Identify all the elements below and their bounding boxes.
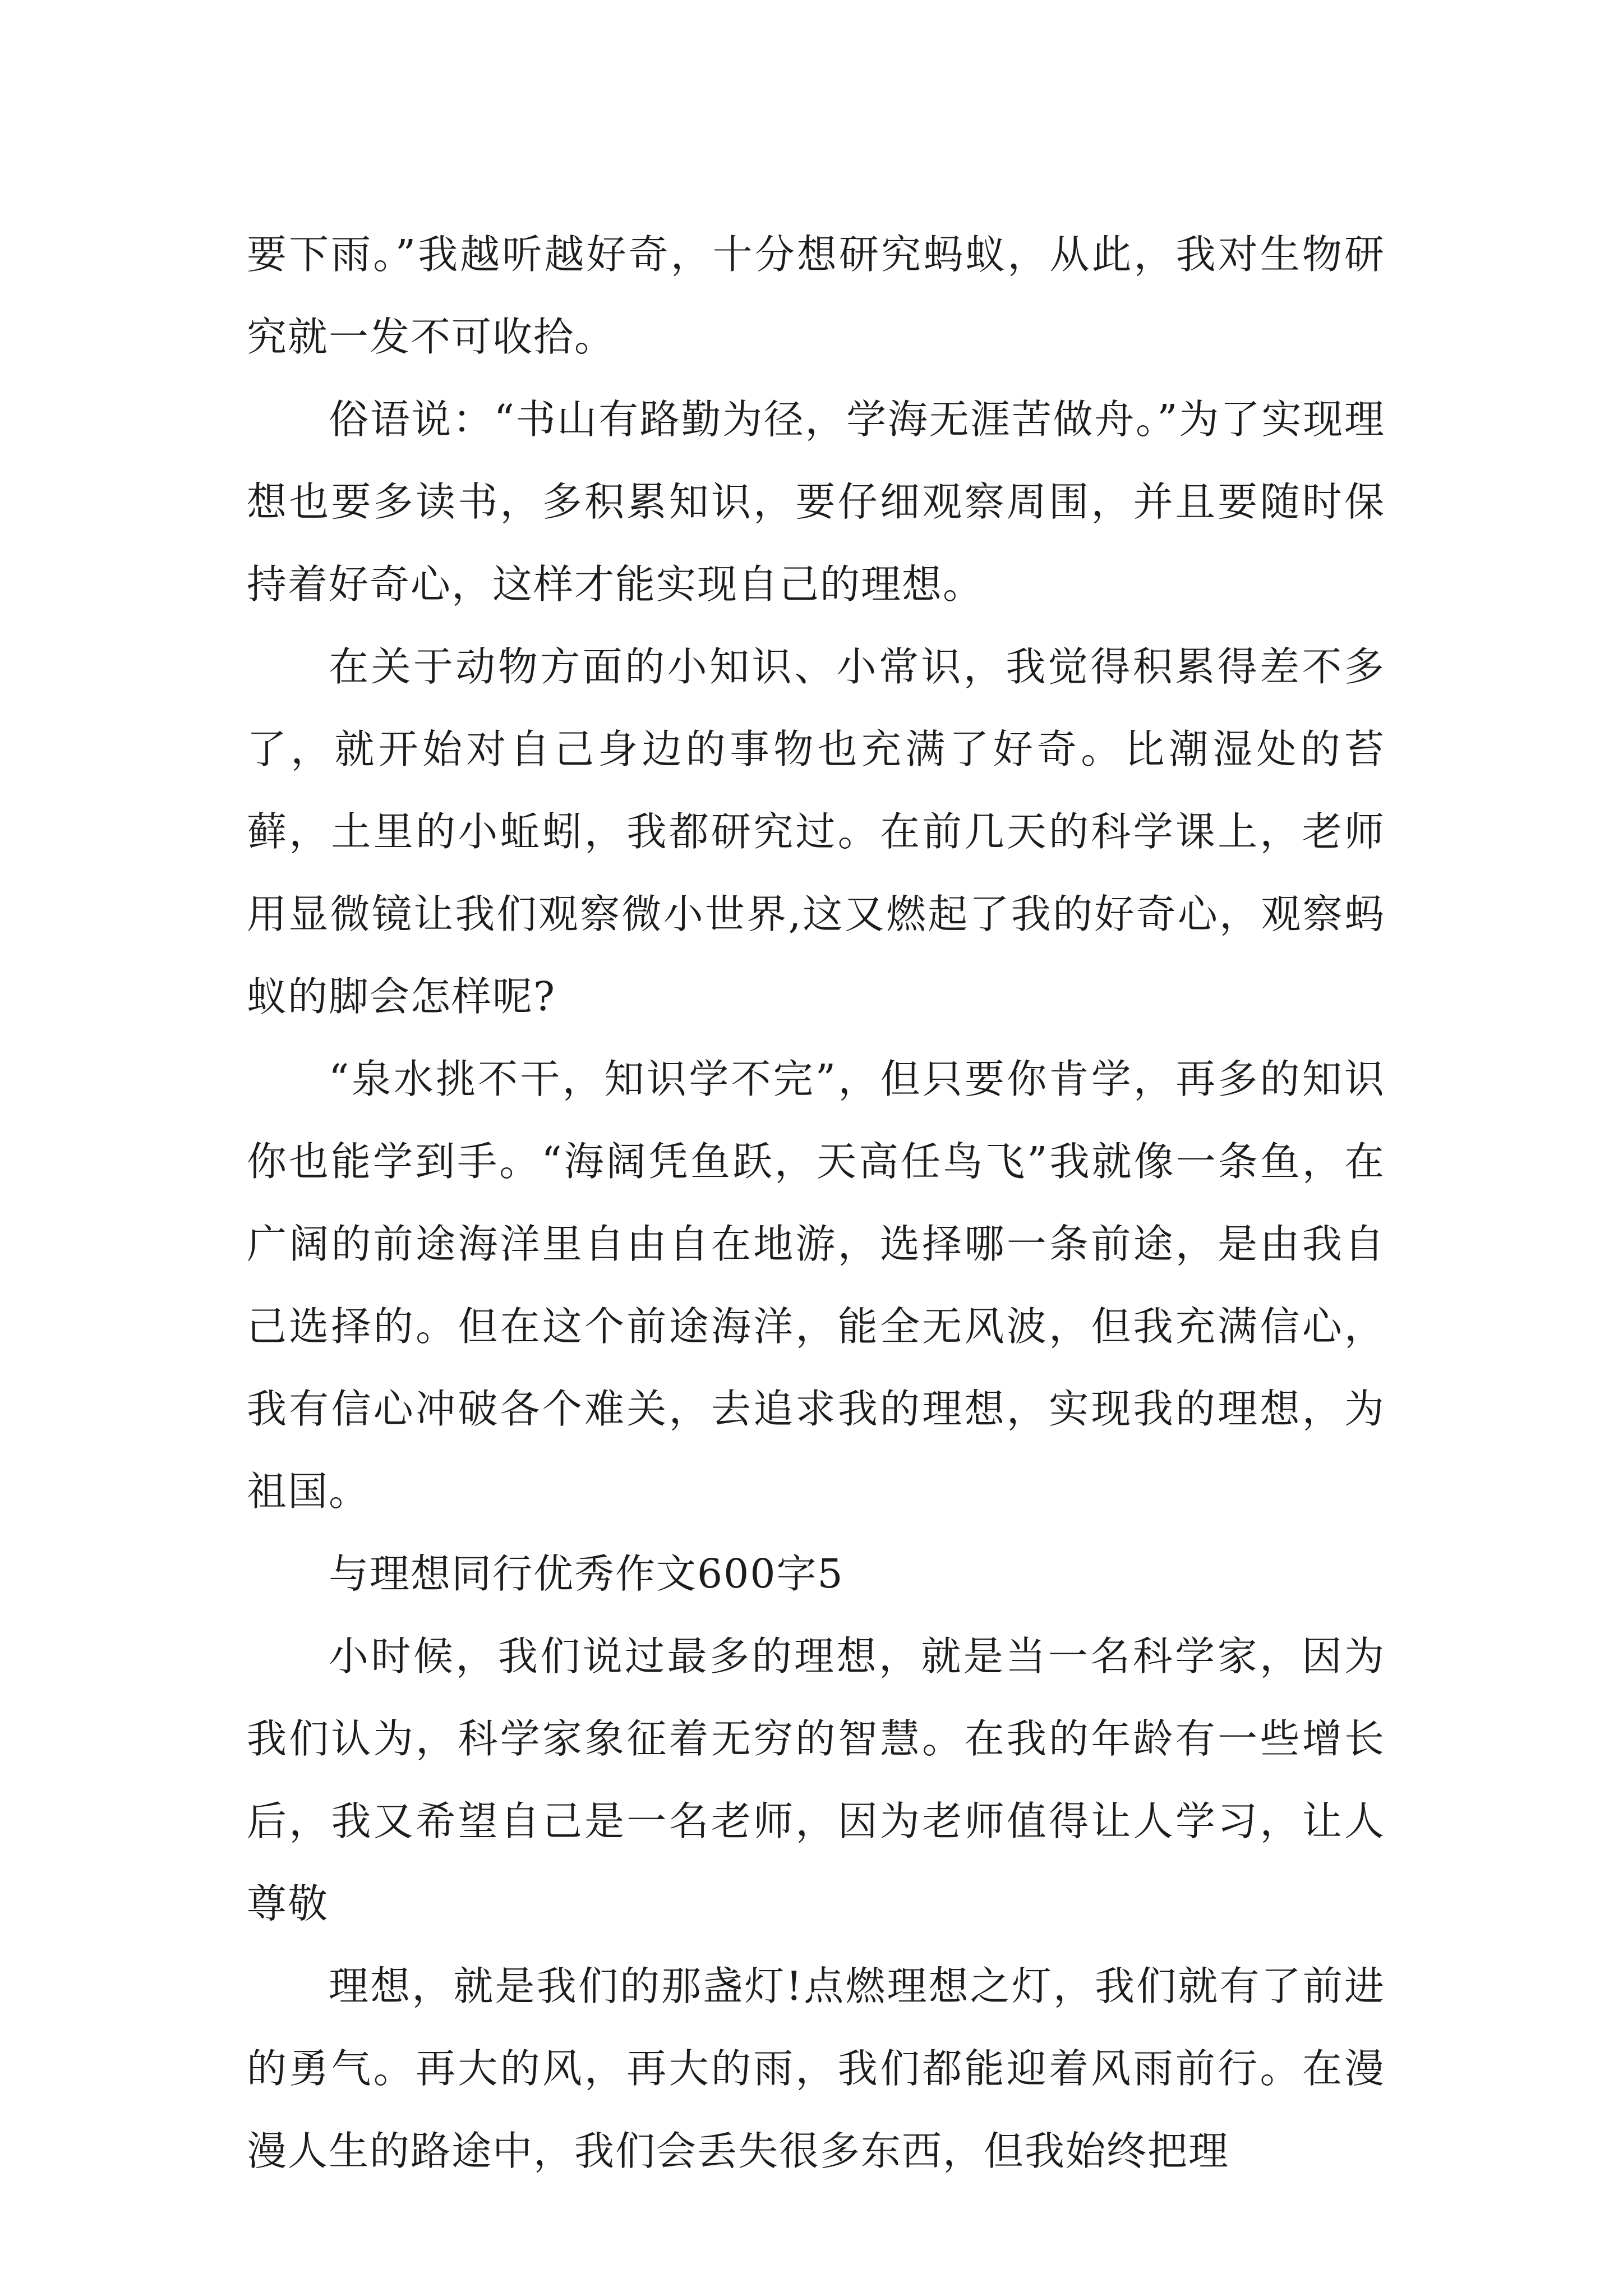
paragraph-4: “泉水挑不干，知识学不完”，但只要你肯学，再多的知识你也能学到手。“海阔凭鱼跃，天高任鸟飞”我就像一条鱼，在广阔的前途海洋里自由自在地游，选择哪一条前途，是由我自己选择的。但在这个前途海洋，能全无风波，但我充满信心，我有信心冲破各个难关，去追求我的理想，实现我的理想，为祖国。: [247, 1056, 1385, 1515]
essay-heading: 与理想同行优秀作文600字5: [329, 1550, 844, 1597]
document-page: [247, 213, 1385, 2192]
paragraph-6: 理想，就是我们的那盏灯!点燃理想之灯，我们就有了前进的勇气。再大的风，再大的雨，我们都能迎着风雨前行。在漫漫人生的路途中，我们会丢失很多东西，但我始终把理: [247, 1963, 1385, 2174]
paragraph-3: 在关于动物方面的小知识、小常识，我觉得积累得差不多了，就开始对自己身边的事物也充满了好奇。比潮湿处的苔藓，土里的小蚯蚓，我都研究过。在前几天的科学课上，老师用显微镜让我们观察微小世界,这又燃起了我的好奇心，观察蚂蚁的脚会怎样呢?: [247, 643, 1385, 1020]
paragraph-5: 小时候，我们说过最多的理想，就是当一名科学家，因为我们认为，科学家象征着无穷的智慧。在我的年龄有一些增长后，我又希望自己是一名老师，因为老师值得让人学习，让人尊敬: [247, 1633, 1385, 1927]
paragraph-1: 要下雨。”我越听越好奇，十分想研究蚂蚁，从此，我对生物研究就一发不可收拾。: [247, 231, 1385, 360]
paragraph-2: 俗语说：“书山有路勤为径，学海无涯苦做舟。”为了实现理想也要多读书，多积累知识，要仔细观察周围，并且要随时保持着好奇心，这样才能实现自己的理想。: [247, 396, 1385, 608]
